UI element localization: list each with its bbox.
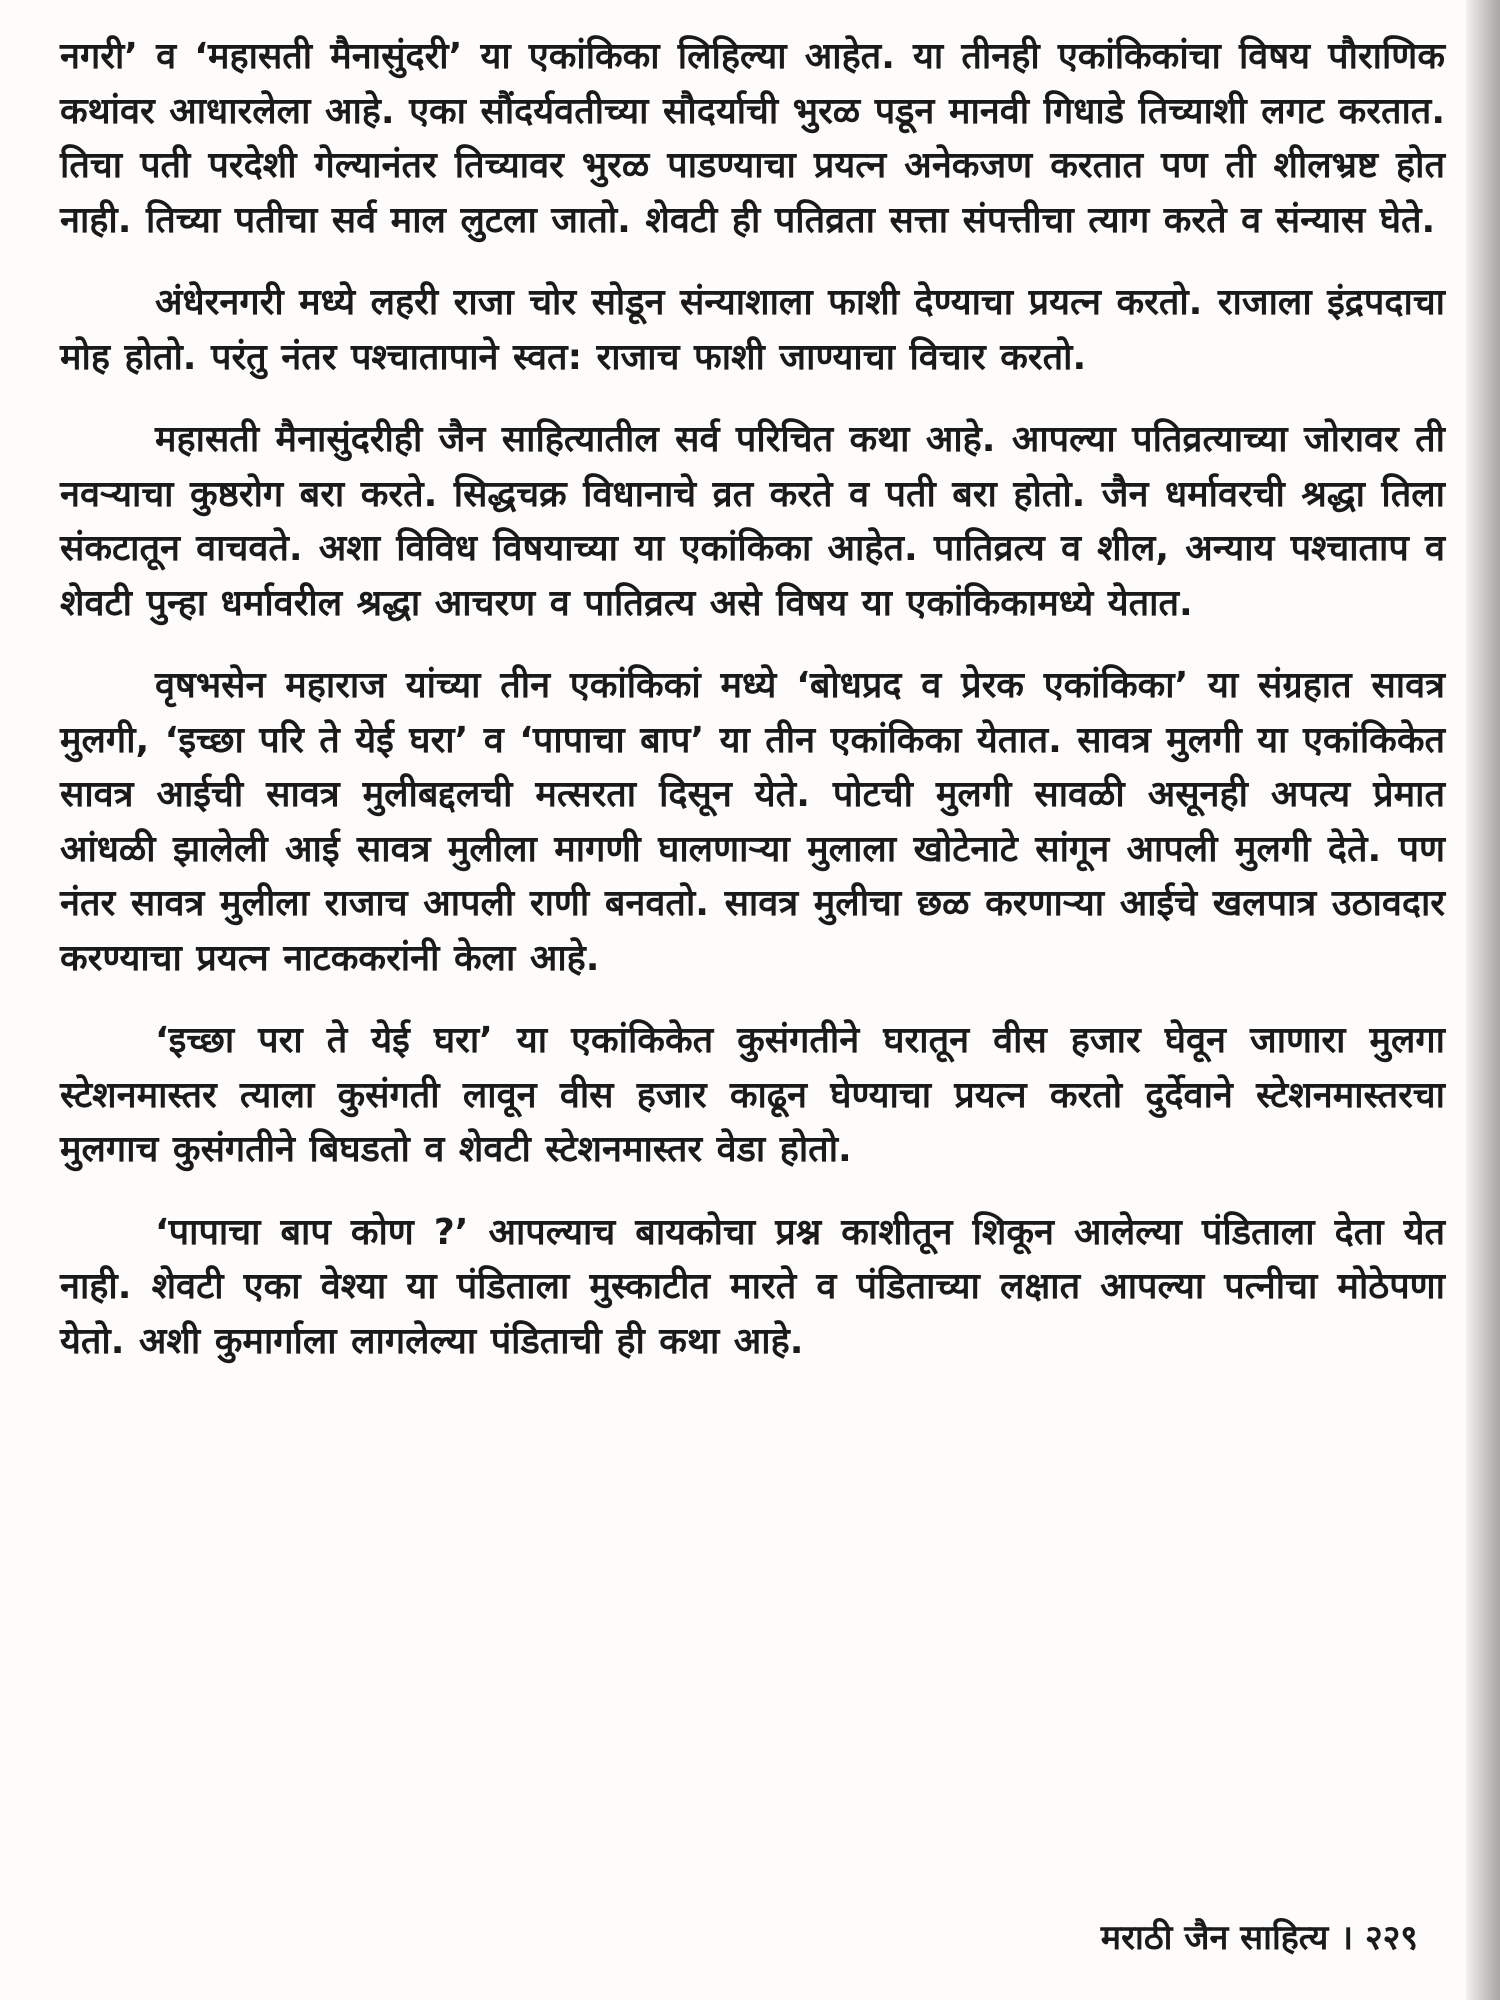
page-edge-shadow bbox=[1466, 0, 1500, 2000]
body-text bbox=[60, 30, 1445, 1397]
paragraph-3: महासती मैनासुंदरीही जैन साहित्यातील सर्व परिचित कथा आहे. आपल्या पतिव्रत्याच्या जोरावर ती नवऱ्याचा कुष्ठरोग बरा करते. सिद्धचक्र विधानाचे व्रत करते व पती बरा होतो. जैन धर्मावरची श्रद्धा तिला संकटातून वाचवते. अशा विविध विषयाच्या या एकांकिका आहेत. पातिव्रत्य व शील, अन्याय पश्चाताप व शेवटी पुन्हा धर्मावरील श्रद्धा आचरण व पातिव्रत्य असे विषय या एकांकिकामध्ये येतात. bbox=[60, 419, 1445, 624]
paragraph-6: ‘पापाचा बाप कोण ?’ आपल्याच बायकोचा प्रश्न काशीतून शिकून आलेल्या पंडिताला देता येत नाही. शेवटी एका वेश्या या पंडिताला मुस्काटीत मारते व पंडिताच्या लक्षात आपल्या पत्नीचा मोठेपणा येतो. अशी कुमार्गाला लागलेल्या पंडिताची ही कथा आहे. bbox=[60, 1211, 1445, 1362]
paragraph-1: नगरी’ व ‘महासती मैनासुंदरी’ या एकांकिका लिहिल्या आहेत. या तीनही एकांकिकांचा विषय पौराणिक कथांवर आधारलेला आहे. एका सौंदर्यवतीच्या सौदर्याची भुरळ पडून मानवी गिधाडे तिच्याशी लगट करतात. तिचा पती परदेशी गेल्यानंतर तिच्यावर भुरळ पाडण्याचा प्रयत्न अनेकजण करतात पण ती शीलभ्रष्ट होत नाही. तिच्या पतीचा सर्व माल लुटला जातो. शेवटी ही पतिव्रता सत्ता संपत्तीचा त्याग करते व संन्यास घेते. bbox=[60, 36, 1445, 241]
paragraph-5: ‘इच्छा परा ते येई घरा’ या एकांकिकेत कुसंगतीने घरातून वीस हजार घेवून जाणारा मुलगा स्टेशनमास्तर त्याला कुसंगती लावून वीस हजार काढून घेण्याचा प्रयत्न करतो दुर्देवाने स्टेशनमास्तरचा मुलगाच कुसंगतीने बिघडतो व शेवटी स्टेशनमास्तर वेडा होतो. bbox=[60, 1020, 1445, 1170]
page-footer: मराठी जैन साहित्य । २२९ bbox=[1100, 1918, 1418, 1958]
paragraph-4: वृषभसेन महाराज यांच्या तीन एकांकिकां मध्ये ‘बोधप्रद व प्रेरक एकांकिका’ या संग्रहात सावत्र मुलगी, ‘इच्छा परि ते येई घरा’ व ‘पापाचा बाप’ या तीन एकांकिका येतात. सावत्र मुलगी या एकांकिकेत सावत्र आईची सावत्र मुलीबद्दलची मत्सरता दिसून येते. पोटची मुलगी सावळी असूनही अपत्य प्रेमात आंधळी झालेली आई सावत्र मुलीला मागणी घालणाऱ्या मुलाला खोटेनाटे सांगून आपली मुलगी देते. पण नंतर सावत्र मुलीला राजाच आपली राणी बनवतो. सावत्र मुलीचा छळ करणाऱ्या आईचे खलपात्र उठावदार करण्याचा प्रयत्न नाटककरांनी केला आहे. bbox=[60, 665, 1445, 979]
paragraph-2: अंधेरनगरी मध्ये लहरी राजा चोर सोडून संन्याशाला फाशी देण्याचा प्रयत्न करतो. राजाला इंद्रपदाचा मोह होतो. परंतु नंतर पश्चातापाने स्वत: राजाच फाशी जाण्याचा विचार करतो. bbox=[60, 282, 1445, 378]
